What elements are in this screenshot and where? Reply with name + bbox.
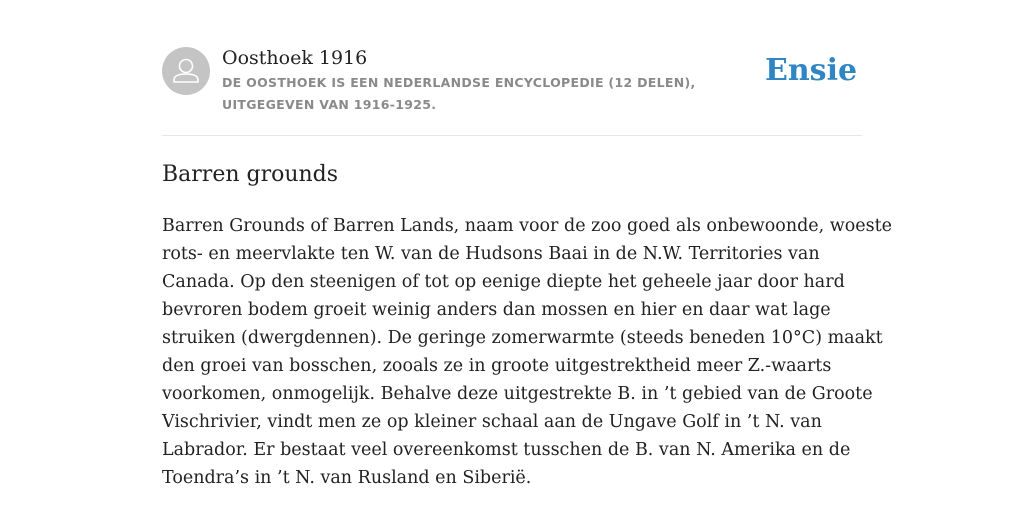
header-divider bbox=[162, 135, 862, 136]
article-body-line: Toendra’s in ’t N. van Rusland en Siberië. bbox=[162, 468, 532, 488]
article-body-line: Labrador. Er bestaat veel overeenkomst tusschen de B. van N. Amerika en de bbox=[162, 440, 851, 460]
article-body-line: voorkomen, onmogelijk. Behalve deze uitgestrekte B. in ’t gebied van de Groote bbox=[162, 384, 873, 404]
article-body-line: Vischrivier, vindt men ze op kleiner schaal aan de Ungave Golf in ’t N. van bbox=[162, 412, 822, 432]
article-body-line: struiken (dwergdennen). De geringe zomerwarmte (steeds beneden 10°C) maakt bbox=[162, 328, 883, 348]
article-body bbox=[162, 212, 893, 492]
article-body-line: bevroren bodem groeit weinig anders dan mossen en hier en daar wat lage bbox=[162, 300, 831, 320]
source-description: DE OOSTHOEK IS EEN NEDERLANDSE ENCYCLOPEDIE (12 DELEN), UITGEGEVEN VAN 1916-1925. bbox=[222, 75, 696, 112]
article-title: Barren grounds bbox=[162, 162, 339, 187]
article-body-line: rots- en meervlakte ten W. van de Hudsons Baai in de N.W. Territories van bbox=[162, 244, 820, 264]
avatar[interactable] bbox=[162, 47, 210, 95]
article-body-line: Canada. Op den steenigen of tot op eenige diepte het geheele jaar door hard bbox=[162, 272, 845, 292]
article-body-line: Barren Grounds of Barren Lands, naam voor de zoo goed als onbewoonde, woeste bbox=[162, 216, 893, 236]
source-header bbox=[162, 46, 862, 116]
article-body-line: den groei van bosschen, zooals ze in groote uitgestrektheid meer Z.-waarts bbox=[162, 356, 832, 376]
brand-logo[interactable]: Ensie bbox=[765, 53, 858, 88]
source-name[interactable]: Oosthoek 1916 bbox=[222, 47, 368, 69]
